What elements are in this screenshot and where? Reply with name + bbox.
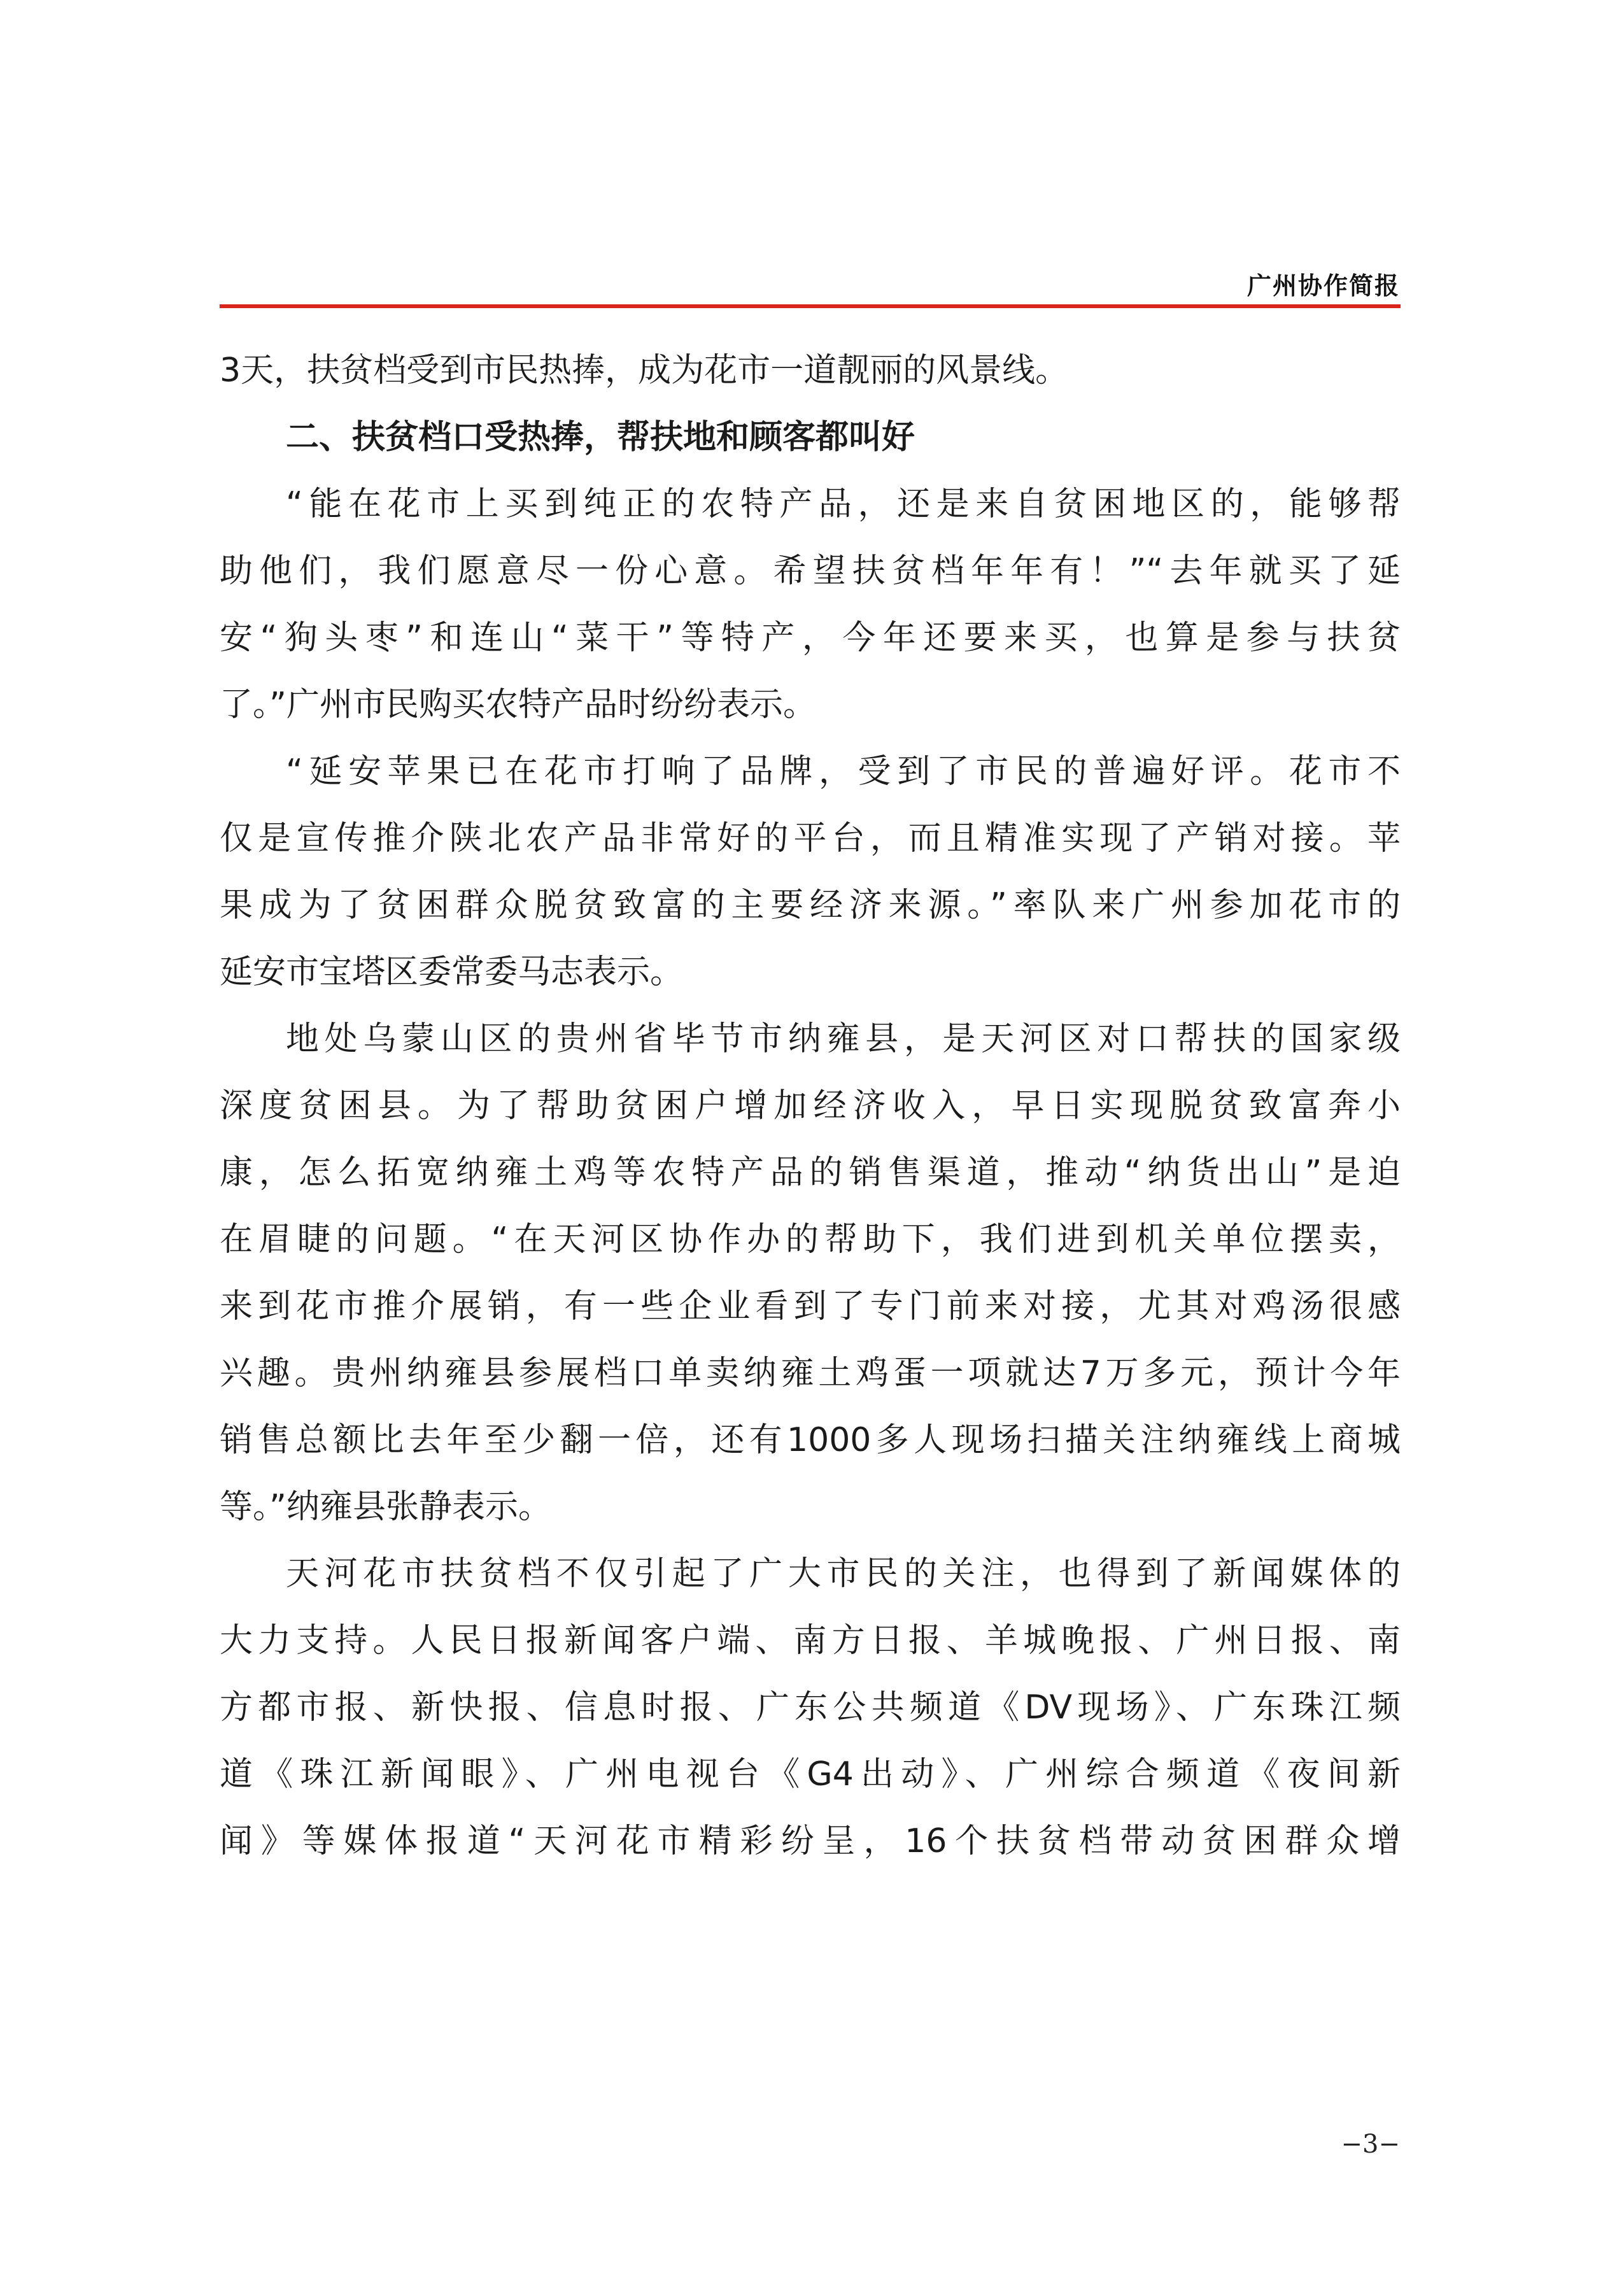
body-line: 来到花市推介展销，有一些企业看到了专门前来对接，尤其对鸡汤很感 [220, 1287, 1401, 1326]
body-line: 等。”纳雍县张静表示。 [220, 1488, 551, 1526]
page-number: −3− [1341, 2130, 1400, 2159]
body-line: 康，怎么拓宽纳雍土鸡等农特产品的销售渠道，推动“纳货出山”是迫 [220, 1154, 1401, 1192]
body-line: 地处乌蒙山区的贵州省毕节市纳雍县，是天河区对口帮扶的国家级 [286, 1020, 1401, 1058]
header-title: 广州协作简报 [1246, 271, 1400, 300]
body-line: 在眉睫的问题。“在天河区协作办的帮助下，我们进到机关单位摆卖， [220, 1220, 1401, 1259]
body-line: 了。”广州市民购买农特产品时纷纷表示。 [220, 686, 816, 724]
body-line: 果成为了贫困群众脱贫致富的主要经济来源。”率队来广州参加花市的 [220, 886, 1401, 924]
body-line: 天河花市扶贫档不仅引起了广大市民的关注，也得到了新闻媒体的 [286, 1555, 1401, 1593]
body-line: 仅是宣传推介陕北农产品非常好的平台，而且精准实现了产销对接。苹 [220, 819, 1401, 858]
body-line: 闻》等媒体报道“天河花市精彩纷呈，16个扶贫档带动贫困群众增 [220, 1822, 1401, 1860]
body-line: “延安苹果已在花市打响了品牌，受到了市民的普遍好评。花市不 [286, 753, 1401, 791]
section-heading: 二、扶贫档口受热捧，帮扶地和顾客都叫好 [286, 418, 915, 456]
body-line: “能在花市上买到纯正的农特产品，还是来自贫困地区的，能够帮 [286, 485, 1401, 523]
document-body [220, 337, 1401, 1875]
header-red-rule [220, 304, 1401, 308]
body-line: 安“狗头枣”和连山“菜干”等特产，今年还要来买，也算是参与扶贫 [220, 619, 1401, 657]
body-line: 延安市宝塔区委常委马志表示。 [220, 953, 684, 991]
body-line: 销售总额比去年至少翻一倍，还有1000多人现场扫描关注纳雍线上商城 [220, 1421, 1401, 1459]
body-line: 道《珠江新闻眼》、广州电视台《G4出动》、广州综合频道《夜间新 [220, 1755, 1401, 1793]
body-line: 助他们，我们愿意尽一份心意。希望扶贫档年年有！”“去年就买了延 [220, 552, 1401, 590]
body-line: 3天，扶贫档受到市民热捧，成为花市一道靓丽的风景线。 [220, 351, 1069, 390]
body-line: 大力支持。人民日报新闻客户端、南方日报、羊城晚报、广州日报、南 [220, 1622, 1401, 1660]
body-line: 深度贫困县。为了帮助贫困户增加经济收入，早日实现脱贫致富奔小 [220, 1087, 1401, 1125]
body-line: 方都市报、新快报、信息时报、广东公共频道《DV现场》、广东珠江频 [220, 1688, 1401, 1727]
body-line: 兴趣。贵州纳雍县参展档口单卖纳雍土鸡蛋一项就达7万多元，预计今年 [220, 1354, 1401, 1392]
